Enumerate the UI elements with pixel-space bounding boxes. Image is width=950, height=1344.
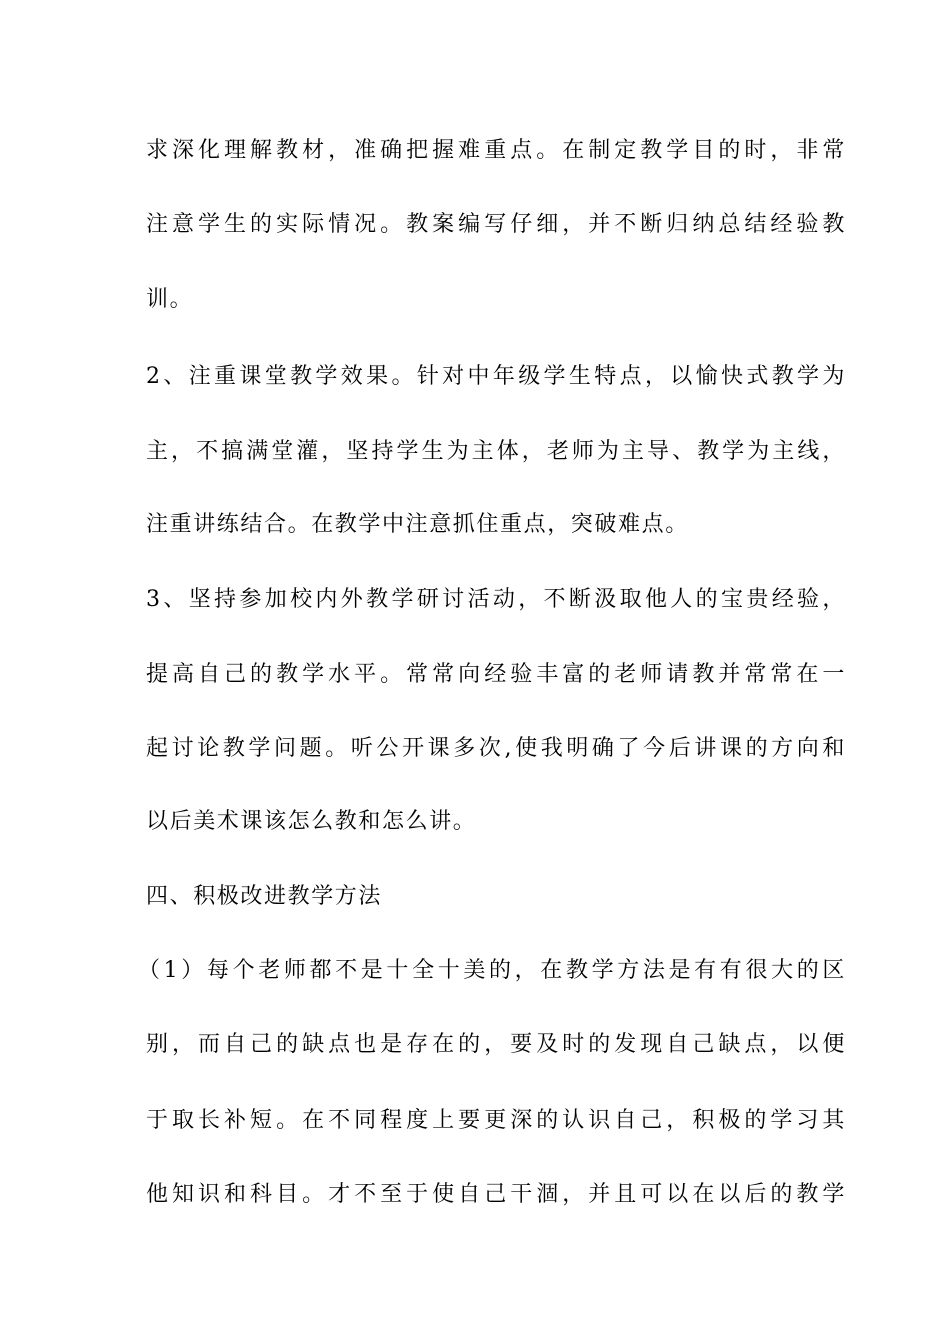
paragraph-line: 求深化理解教材，准确把握难重点。在制定教学目的时，非常 (146, 138, 846, 163)
paragraph-line: 注重讲练结合。在教学中注意抓住重点，突破难点。 (146, 512, 689, 537)
paragraph-line: （1）每个老师都不是十全十美的，在教学方法是有有很大的区 (138, 958, 846, 983)
paragraph-line: 3、坚持参加校内外教学研讨活动，不断汲取他人的宝贵经验， (146, 587, 846, 612)
paragraph-line: 提高自己的教学水平。常常向经验丰富的老师请教并常常在一 (146, 662, 846, 687)
paragraph-line: 别，而自己的缺点也是存在的，要及时的发现自己缺点，以便 (146, 1032, 846, 1057)
paragraph-line: 2、注重课堂教学效果。针对中年级学生特点，以愉快式教学为 (146, 364, 846, 389)
paragraph-line: 训。 (146, 287, 194, 312)
paragraph-line: 主，不搞满堂灌，坚持学生为主体，老师为主导、教学为主线， (146, 439, 846, 464)
paragraph-line: 注意学生的实际情况。教案编写仔细，并不断归纳总结经验教 (146, 212, 846, 237)
paragraph-line: 他知识和科目。才不至于使自己干涸，并且可以在以后的教学 (146, 1182, 846, 1207)
paragraph-line: 起讨论教学问题。听公开课多次,使我明确了今后讲课的方向和 (146, 736, 846, 761)
paragraph-line: 于取长补短。在不同程度上要更深的认识自己，积极的学习其 (146, 1108, 846, 1133)
paragraph-line: 以后美术课该怎么教和怎么讲。 (146, 809, 477, 834)
section-heading: 四、积极改进教学方法 (146, 884, 383, 909)
